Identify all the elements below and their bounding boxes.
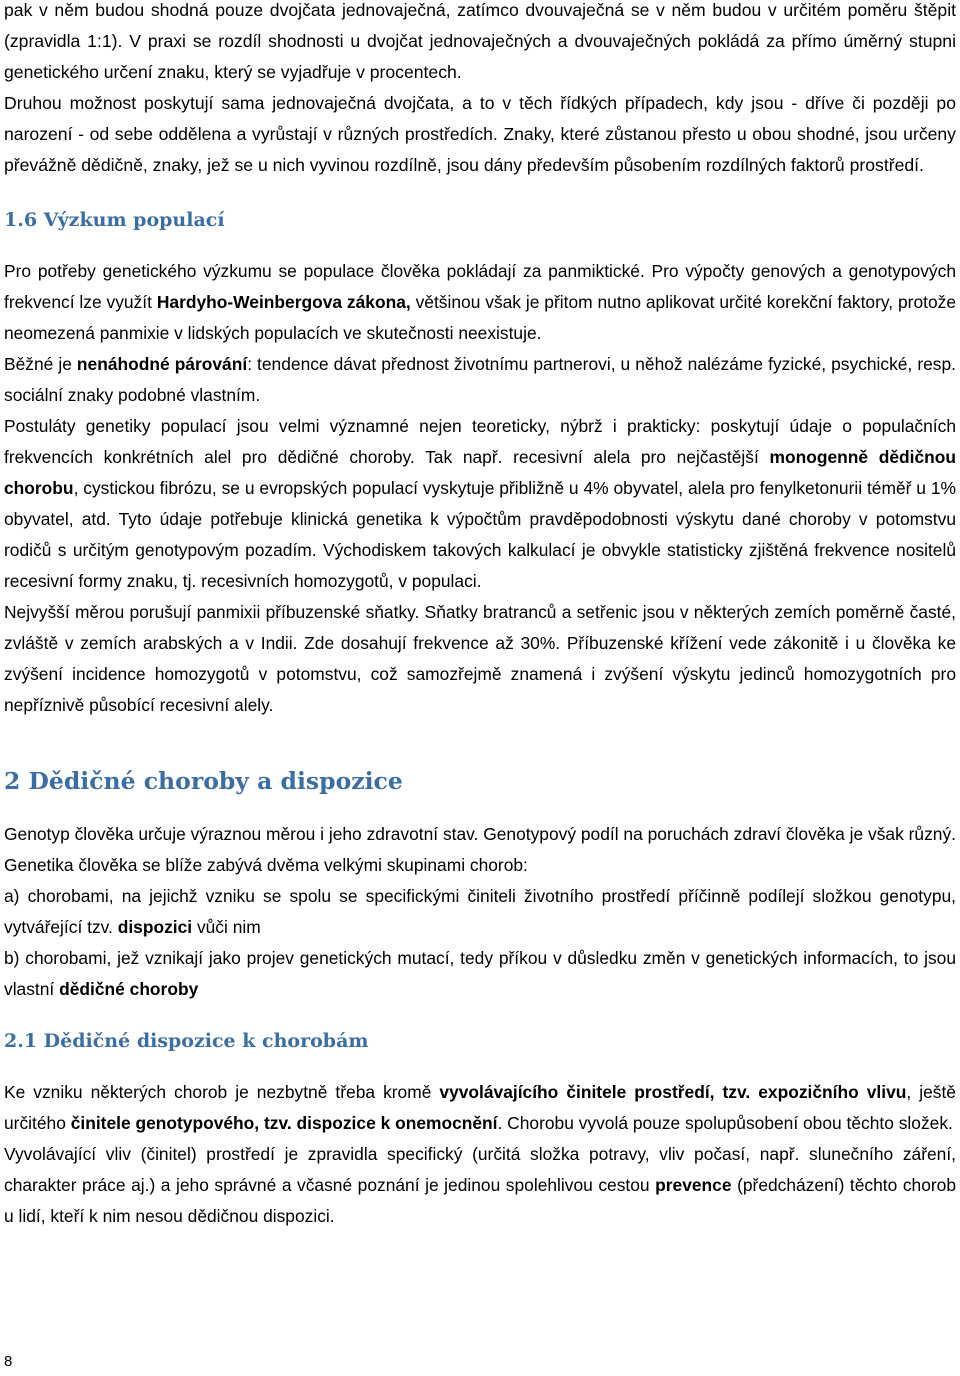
bold-term: vyvolávajícího činitele prostředí, tzv. expozičního vlivu (439, 1082, 907, 1102)
document-page (4, 0, 956, 1232)
section-heading-1-6: 1.6 Výzkum populací (4, 209, 225, 231)
paragraph-text: : tendence dávat přednost životnímu partnerovi, u něhož nalézáme fyzické, psychické, resp. sociální znaky podobné vlastním. (4, 354, 956, 405)
paragraph-nonrandom-mating (4, 349, 956, 411)
paragraph-text: Druhou možnost poskytují sama jednovaječná dvojčata, a to v těch řídkých případech, kdy jsou - dříve či později po narození - od sebe oddělena a vyrůstají v různých prostředích. (4, 93, 956, 144)
paragraph-separated-twins (4, 88, 956, 181)
paragraph-text: většinou však je přitom nutno aplikovat určité korekční faktory, protože neomezená panmixie v lidských populacích ve skutečnosti neexistuje. (4, 292, 956, 343)
page-number: 8 (4, 1353, 13, 1370)
paragraph-twins (4, 0, 956, 88)
paragraph-item-a (4, 881, 956, 943)
paragraph-text: a) chorobami, na jejichž vzniku se spolu se specifickými činiteli životního prostředí příčinně podílejí složkou genotypu, vytvářející tzv. (4, 886, 956, 937)
paragraph-text: Znaky, které zůstanou přesto u obou shodné, jsou určeny převážně dědičně, znaky, jež se u nich vyvinou rozdílně, jsou dány především působením rozdílných faktorů prostředí. (4, 124, 956, 175)
paragraph-text: Ke vzniku některých chorob je nezbytně třeba kromě (4, 1082, 440, 1102)
paragraph-text: (předcházení) těchto chorob u lidí, kteří k nim nesou dědičnou dispozici. (4, 1175, 957, 1226)
bold-term: prevence (655, 1175, 732, 1195)
section-heading-2-1: 2.1 Dědičné dispozice k chorobám (4, 1030, 369, 1052)
paragraph-text: b) chorobami, jež vznikají jako projev genetických mutací, tedy příkou v důsledku změn v genetických informacích, to jsou vlastní (4, 948, 956, 999)
paragraph-disposition (4, 1077, 956, 1139)
paragraph-text: . Chorobu vyvolá pouze spolupůsobení obou těchto složek. (497, 1113, 953, 1133)
paragraph-genotype: Genotyp člověka určuje výraznou měrou i jeho zdravotní stav. Genotypový podíl na poruchách zdraví člověka je však různý. Genetika člověka se blíže zabývá dvěma velkými skupinami chorob: (4, 824, 956, 875)
bold-term: monogenně dědičnou chorobu (4, 447, 956, 498)
paragraph-text: , cystickou fibrózu, se u evropských populací vyskytuje přibližně u 4% obyvatel, alela pro fenylketonurii téměř u 1% obyvatel, atd. Tyto údaje potřebuje klinická genetika k výpočtům pravděpodobnosti výskytu dané choroby v potomstvu rodičů s určitým genotypovým pozadím. Východiskem takových kalkulací je obvykle statisticky zjištěná frekvence nositelů recesivní formy znaku, tj. recesivních homozygotů, v populaci. (4, 478, 956, 591)
paragraph-item-b (4, 943, 956, 1005)
bold-term: dispozici (117, 917, 193, 937)
paragraph-environment (4, 1139, 956, 1232)
paragraph-text: pak v něm budou shodná pouze dvojčata jednovaječná, zatímco dvouvaječná se v něm budou v určitém poměru štěpit (zpravidla 1:1). V praxi se rozdíl shodnosti u dvojčat jednovaječných a dvouvaječných pokládá za přímo úměrný stupni genetického určení znaku, který se vyjadřuje v procentech. (4, 0, 956, 82)
chapter-heading-2: 2 Dědičné choroby a dispozice (4, 767, 403, 795)
bold-term: Hardyho-Weinbergova zákona, (156, 292, 411, 312)
bold-term: dědičné choroby (59, 979, 199, 999)
paragraph-text: Běžné je (4, 354, 77, 374)
paragraph-text: vůči nim (192, 917, 261, 937)
paragraph-text: Pro potřeby genetického výzkumu se populace člověka pokládají za panmiktické. Pro výpočty genových a genotypových frekvencí lze využít (4, 261, 956, 312)
bold-term: činitele genotypového, tzv. dispozice k onemocnění (70, 1113, 498, 1133)
paragraph-consanguinity: Nejvyšší měrou porušují panmixii příbuzenské sňatky. Sňatky bratranců a setřenic jsou v některých zemích poměrně časté, zvláště v zemích arabských a v Indii. Zde dosahují frekvence až 30%. Příbuzenské křížení vede zákonitě i u člověka ke zvýšení incidence homozygotů v potomstvu, což samozřejmě znamená i zvýšení výskytu jedinců homozygotních pro nepříznivě působící recesivní alely. (4, 602, 956, 715)
paragraph-text: Postuláty genetiky populací jsou velmi významné nejen teoreticky, nýbrž i prakticky: poskytují údaje o populačních frekvencích konkrétních alel pro dědičné choroby. Tak např. recesivní alela pro nejčastější (4, 416, 956, 467)
paragraph-postulates (4, 411, 956, 597)
bold-term: nenáhodné párování (76, 354, 248, 374)
paragraph-text: Vyvolávající vliv (činitel) prostředí je zpravidla specifický (určitá složka potravy, vliv počasí, např. slunečního záření, charakter práce aj.) a jeho správné a včasné poznání je jedinou spolehlivou cestou (4, 1144, 956, 1195)
paragraph-panmixie (4, 256, 956, 349)
paragraph-text: , ještě určitého (4, 1082, 956, 1133)
